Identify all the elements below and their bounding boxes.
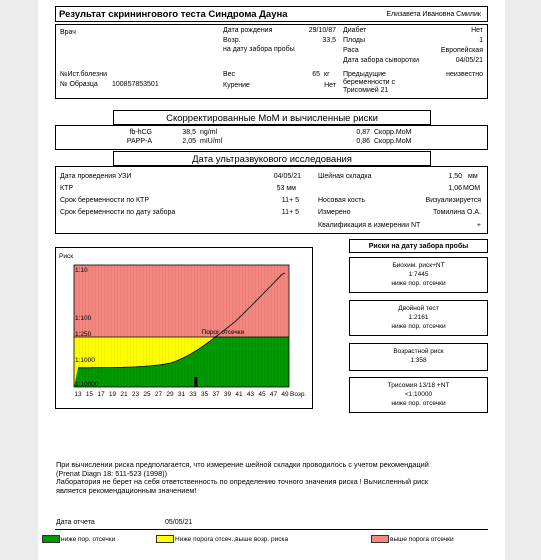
x-axis-label: Возр. xyxy=(290,391,307,398)
prev-pregnancy-value: неизвестно xyxy=(446,71,483,78)
mom-row-name: fb-hCG xyxy=(129,129,152,136)
fetuses-label: Плоды xyxy=(343,37,366,44)
mom-row-value: 38,5 xyxy=(182,129,196,136)
mom-row-mom: 0,86 xyxy=(356,138,370,145)
note-line: При вычислении риска предполагается, что измерение шейной складки проводилось с учетом рекомендаций xyxy=(56,460,429,469)
x-tick-label: 47 xyxy=(269,391,278,398)
risk-chart xyxy=(56,248,312,408)
mom-box xyxy=(55,125,488,150)
risk-title: Двойной тест xyxy=(398,305,439,312)
x-tick-label: 49 xyxy=(281,391,289,398)
nt-mom-unit: MOM xyxy=(463,185,481,192)
x-tick-label: 25 xyxy=(143,391,151,398)
x-tick-label: 27 xyxy=(154,391,163,398)
risk-value: <1:10000 xyxy=(404,391,433,398)
y-tick-label: 1:10000 xyxy=(75,381,99,388)
risks-title-box xyxy=(349,239,488,253)
race-label: Раса xyxy=(343,47,359,54)
mom-row-name: PAPP-A xyxy=(126,138,152,145)
y-tick-label: 1:10 xyxy=(75,267,88,274)
x-tick-label: 41 xyxy=(235,391,243,398)
risk-note: ниже пор. отсечки xyxy=(391,280,446,287)
race-value: Европейская xyxy=(440,47,483,54)
crl-label: КТР xyxy=(60,185,74,192)
crl-value: 53 мм xyxy=(276,185,296,192)
risk-title: Трисомия 13/18 +NT xyxy=(387,382,450,389)
patient-info-box xyxy=(55,24,488,99)
mom-row-mom-label: Скорр.МоМ xyxy=(374,129,412,136)
x-tick-label: 35 xyxy=(200,391,209,398)
patient-name: Елизавета Ивановна Смилик xyxy=(386,11,481,18)
mom-row-mom-label: Скорр.МоМ xyxy=(374,138,412,145)
ga-sample-label: Срок беременности по дату забора xyxy=(60,209,176,216)
serum-date-label: Дата забора сыворотки xyxy=(343,57,420,64)
x-tick-label: 37 xyxy=(212,391,220,398)
dob-value: 29/10/87 xyxy=(308,27,336,34)
risk-chart-box xyxy=(55,247,313,409)
risk-box-double xyxy=(349,300,488,336)
prev-pregnancy-label-2: беременности с xyxy=(343,79,396,86)
risk-value: 1:2161 xyxy=(408,314,429,321)
nt-mom-value: 1,06 xyxy=(448,185,462,192)
ga-crl-value: 11+ 5 xyxy=(281,197,299,204)
risk-note: ниже пор. отсечки xyxy=(391,323,446,330)
disclaimer-note xyxy=(56,461,429,495)
diabetes-value: Нет xyxy=(471,27,483,34)
note-line: Лаборатория не берет на себя ответственность по определению точного значения риска ! Вычисленный риск xyxy=(56,477,429,486)
risk-box-biochem xyxy=(349,257,488,293)
x-tick-label: 17 xyxy=(97,391,105,398)
measured-label: Измерено xyxy=(318,209,351,216)
us-date-value: 04/05/21 xyxy=(273,173,301,180)
mom-row-unit: ng/ml xyxy=(200,129,218,136)
nasal-value: Визуализируется xyxy=(425,197,481,204)
fetuses-value: 1 xyxy=(479,37,483,44)
y-tick-label: 1:1000 xyxy=(75,357,95,364)
note-line: является рекомендационным значением! xyxy=(56,485,197,495)
smoking-value: Нет xyxy=(324,82,336,89)
weight-label: Вес xyxy=(223,71,236,78)
legend-label-yellow: Ниже порога отсеч.,выше возр. риска xyxy=(175,536,289,543)
qual-value: + xyxy=(476,222,481,229)
risk-box-age xyxy=(349,343,488,371)
us-title-box xyxy=(113,151,431,166)
mom-title: Скорректированные МоМ и вычисленные риски xyxy=(166,113,378,124)
nt-label: Шейная складка xyxy=(318,173,372,180)
nasal-label: Носовая кость xyxy=(318,197,366,204)
y-tick-label: 1:250 xyxy=(75,331,92,338)
risk-value: 1:358 xyxy=(410,357,427,364)
age-label: Возр. xyxy=(223,37,241,44)
us-box xyxy=(55,166,488,234)
x-tick-label: 29 xyxy=(166,391,174,398)
x-tick-label: 13 xyxy=(74,391,82,398)
ga-crl-label: Срок беременности по КТР xyxy=(60,197,150,204)
report-date-value: 05/05/21 xyxy=(165,519,193,526)
legend-swatch-yellow xyxy=(156,535,174,543)
prev-pregnancy-label-3: Трисомией 21 xyxy=(343,87,389,94)
y-axis-label: Риск xyxy=(59,253,74,260)
x-tick-label: 43 xyxy=(246,391,255,398)
ga-sample-value: 11+ 5 xyxy=(281,209,299,216)
x-tick-label: 39 xyxy=(223,391,232,398)
serum-date-value: 04/05/21 xyxy=(455,57,483,64)
mom-row-unit: mIU/ml xyxy=(200,138,223,145)
us-date-label: Дата проведения УЗИ xyxy=(60,173,132,180)
report-page xyxy=(38,0,505,560)
mom-title-box xyxy=(113,110,431,125)
mom-row-mom: 0,87 xyxy=(356,129,370,136)
risks-title: Риски на дату забора пробы xyxy=(368,243,469,250)
legend-label-green: ниже пор. отсечки xyxy=(61,536,116,543)
risk-title: Биохим. риск+NT xyxy=(392,262,445,269)
x-tick-label: 31 xyxy=(177,391,186,398)
nt-unit: мм xyxy=(468,173,478,180)
x-tick-label: 21 xyxy=(120,391,128,398)
weight-unit: кг xyxy=(324,71,330,78)
sample-value: 100857853501 xyxy=(112,81,159,88)
risk-title: Возрастной риск xyxy=(393,348,444,355)
nt-value: 1,50 xyxy=(448,173,462,180)
x-tick-label: 23 xyxy=(131,391,140,398)
doctor-label: Врач xyxy=(60,29,76,36)
diabetes-label: Диабет xyxy=(343,27,367,34)
legend-label-red: выше порога отсечки xyxy=(390,536,454,543)
report-title: Результат скринингового теста Синдрома Дауна xyxy=(59,9,288,20)
footer-rule xyxy=(55,529,488,530)
dob-label: Дата рождения xyxy=(223,27,273,34)
measured-value: Томилина О.А. xyxy=(432,209,481,216)
smoking-label: Курение xyxy=(223,82,250,89)
legend-swatch-green xyxy=(42,535,60,543)
age-at-sample-label: на дату забора пробы xyxy=(223,46,295,53)
risk-value: 1:7445 xyxy=(408,271,429,278)
history-label: №Ист.болезни xyxy=(60,71,107,78)
report-date-label: Дата отчета xyxy=(56,519,95,526)
age-value: 33,5 xyxy=(322,37,336,44)
patient-marker xyxy=(194,377,197,387)
cutoff-label: Порог отсечки xyxy=(201,329,245,336)
sample-label: № Образца xyxy=(60,81,98,88)
qual-label: Квалификация в измерении NT xyxy=(318,222,421,229)
x-tick-label: 33 xyxy=(189,391,197,398)
x-tick-label: 45 xyxy=(258,391,266,398)
risk-note: ниже пор. отсечки xyxy=(391,400,446,407)
x-tick-label: 15 xyxy=(85,391,94,398)
report-header xyxy=(55,6,488,22)
us-title: Дата ультразвукового исследования xyxy=(192,154,352,165)
risk-box-trisomy-13-18 xyxy=(349,377,488,413)
legend-swatch-red xyxy=(371,535,389,543)
mom-row-value: 2,05 xyxy=(182,138,196,145)
y-tick-label: 1:100 xyxy=(75,315,92,322)
note-line: (Prenat Diagn 18: 511-523 (1998)) xyxy=(56,468,168,478)
prev-pregnancy-label-1: Предыдущие xyxy=(343,71,386,78)
weight-value: 65 xyxy=(312,71,320,78)
x-tick-label: 19 xyxy=(108,391,117,398)
